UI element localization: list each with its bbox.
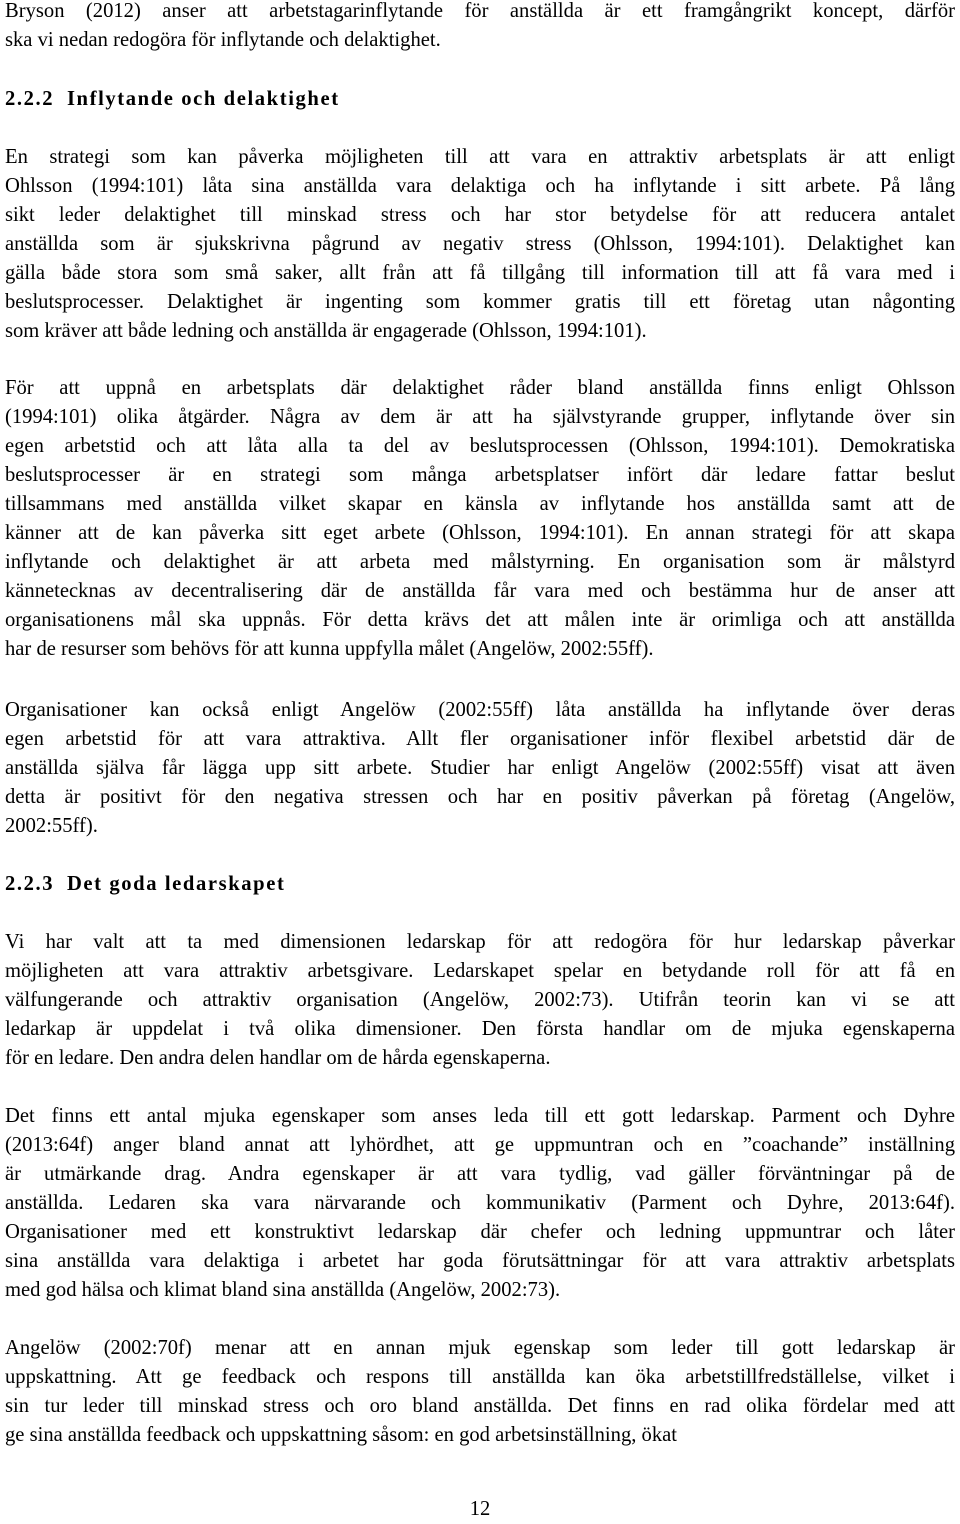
- text-line: tillsammans med anställda vilket skapar en känsla av inflytande hos anställda samt att de: [5, 493, 955, 515]
- text-line: ledarkap är uppdelat i två olika dimensioner. Den första handlar om de mjuka egenskaperna: [5, 1018, 955, 1040]
- text-line: sin tur leder till minskad stress och oro bland anställda. Det finns en rad olika fördelar med att: [5, 1395, 955, 1417]
- text-line: organisationens mål ska uppnås. För detta krävs det att målen inte är orimliga och att anställda: [5, 609, 955, 631]
- text-line: sikt leder delaktighet till minskad stress och har stor betydelse för att reducera antalet: [5, 204, 955, 226]
- text-line: För att uppnå en arbetsplats där delaktighet råder bland anställda finns enligt Ohlsson: [5, 377, 955, 399]
- text-line: ge sina anställda feedback och uppskattning såsom: en god arbetsinställning, ökat: [5, 1424, 677, 1446]
- text-line: för en ledare. Den andra delen handlar om de hårda egenskaperna.: [5, 1047, 551, 1069]
- text-line: beslutsprocesser är en strategi som många arbetsplatser infört där ledare fattar beslut: [5, 464, 955, 486]
- text-line: ska vi nedan redogöra för inflytande och delaktighet.: [5, 29, 441, 51]
- page-number: 12: [469, 1498, 491, 1520]
- text-line: Vi har valt att ta med dimensionen ledarskap för att redogöra för hur ledarskap påverkar: [5, 931, 955, 953]
- text-line: är utmärkande drag. Andra egenskaper är att vara tydlig, vad gäller förväntningar på de: [5, 1163, 955, 1185]
- text-line: Bryson (2012) anser att arbetstagarinflytande för anställda är ett framgångrikt koncept, därför: [5, 0, 955, 22]
- text-line: känner att de kan påverka sitt eget arbete (Ohlsson, 1994:101). En annan strategi för att skapa: [5, 522, 955, 544]
- text-line: (1994:101) olika åtgärder. Några av dem är att ha självstyrande grupper, inflytande över sin: [5, 406, 955, 428]
- text-line: beslutsprocesser. Delaktighet är ingenting som kommer gratis till ett företag utan någonting: [5, 291, 955, 313]
- section-number: 2.2.3: [5, 873, 55, 895]
- text-line: möjligheten att vara attraktiv arbetsgivare. Ledarskapet spelar en betydande roll för att få en: [5, 960, 955, 982]
- text-line: Angelöw (2002:70f) menar att en annan mjuk egenskap som leder till gott ledarskap är: [5, 1337, 955, 1359]
- text-line: egen arbetstid för att vara attraktiva. Allt fler organisationer inför flexibel arbetstid där de: [5, 728, 955, 750]
- text-line: gälla både stora som små saker, allt från att få tillgång till information till att få vara med i: [5, 262, 955, 284]
- section-title: Inflytande och delaktighet: [66, 88, 340, 110]
- text-line: kännetecknas av decentralisering där de anställda får vara med och bestämma hur de anser att: [5, 580, 955, 602]
- text-line: Ohlsson (1994:101) låta sina anställda vara delaktiga och ha inflytande i sitt arbete. På lång: [5, 175, 955, 197]
- text-line: anställda själva får lägga upp sitt arbete. Studier har enligt Angelöw (2002:55ff) visat att även: [5, 757, 955, 779]
- text-line: med god hälsa och klimat bland sina anställda (Angelöw, 2002:73).: [5, 1279, 561, 1301]
- text-line: anställda. Ledaren ska vara närvarande och kommunikativ (Parment och Dyhre, 2013:64f).: [5, 1192, 955, 1214]
- section-title: Det goda ledarskapet: [66, 873, 286, 895]
- text-line: inflytande och delaktighet är att arbeta med målstyrning. En organisation som är målstyrd: [5, 551, 955, 573]
- text-line: som kräver att både ledning och anställda är engagerade (Ohlsson, 1994:101).: [5, 320, 647, 342]
- text-line: egen arbetstid och att låta alla ta del av beslutsprocessen (Ohlsson, 1994:101). Demokratiska: [5, 435, 955, 457]
- section-heading-2-2-3: [5, 870, 285, 899]
- section-heading-2-2-2: [5, 85, 340, 114]
- text-line: Organisationer kan också enligt Angelöw (2002:55ff) låta anställda ha inflytande över deras: [5, 699, 955, 721]
- text-line: uppskattning. Att ge feedback och respons till anställda kan öka arbetstillfredställelse, vilket i: [5, 1366, 955, 1388]
- text-line: har de resurser som behövs för att kunna uppfylla målet (Angelöw, 2002:55ff).: [5, 638, 654, 660]
- section-number: 2.2.2: [5, 88, 55, 110]
- text-line: välfungerande och attraktiv organisation (Angelöw, 2002:73). Utifrån teorin kan vi se att: [5, 989, 955, 1011]
- text-line: sina anställda vara delaktiga i arbetet har goda förutsättningar för att vara attraktiv arbetsplats: [5, 1250, 955, 1272]
- text-line: (2013:64f) anger bland annat att lyhördhet, att ge uppmuntran och en ”coachande” inställning: [5, 1134, 955, 1156]
- text-line: Organisationer med ett konstruktivt ledarskap där chefer och ledning uppmuntrar och låter: [5, 1221, 955, 1243]
- text-line: Det finns ett antal mjuka egenskaper som anses leda till ett gott ledarskap. Parment och Dyhre: [5, 1105, 955, 1127]
- text-line: anställda som är sjukskrivna pågrund av negativ stress (Ohlsson, 1994:101). Delaktighet kan: [5, 233, 955, 255]
- text-line: detta är positivt för den negativa stressen och har en positiv påverkan på företag (Angelöw,: [5, 786, 955, 808]
- text-line: En strategi som kan påverka möjligheten till att vara en attraktiv arbetsplats är att enligt: [5, 146, 955, 168]
- text-line: 2002:55ff).: [5, 815, 98, 837]
